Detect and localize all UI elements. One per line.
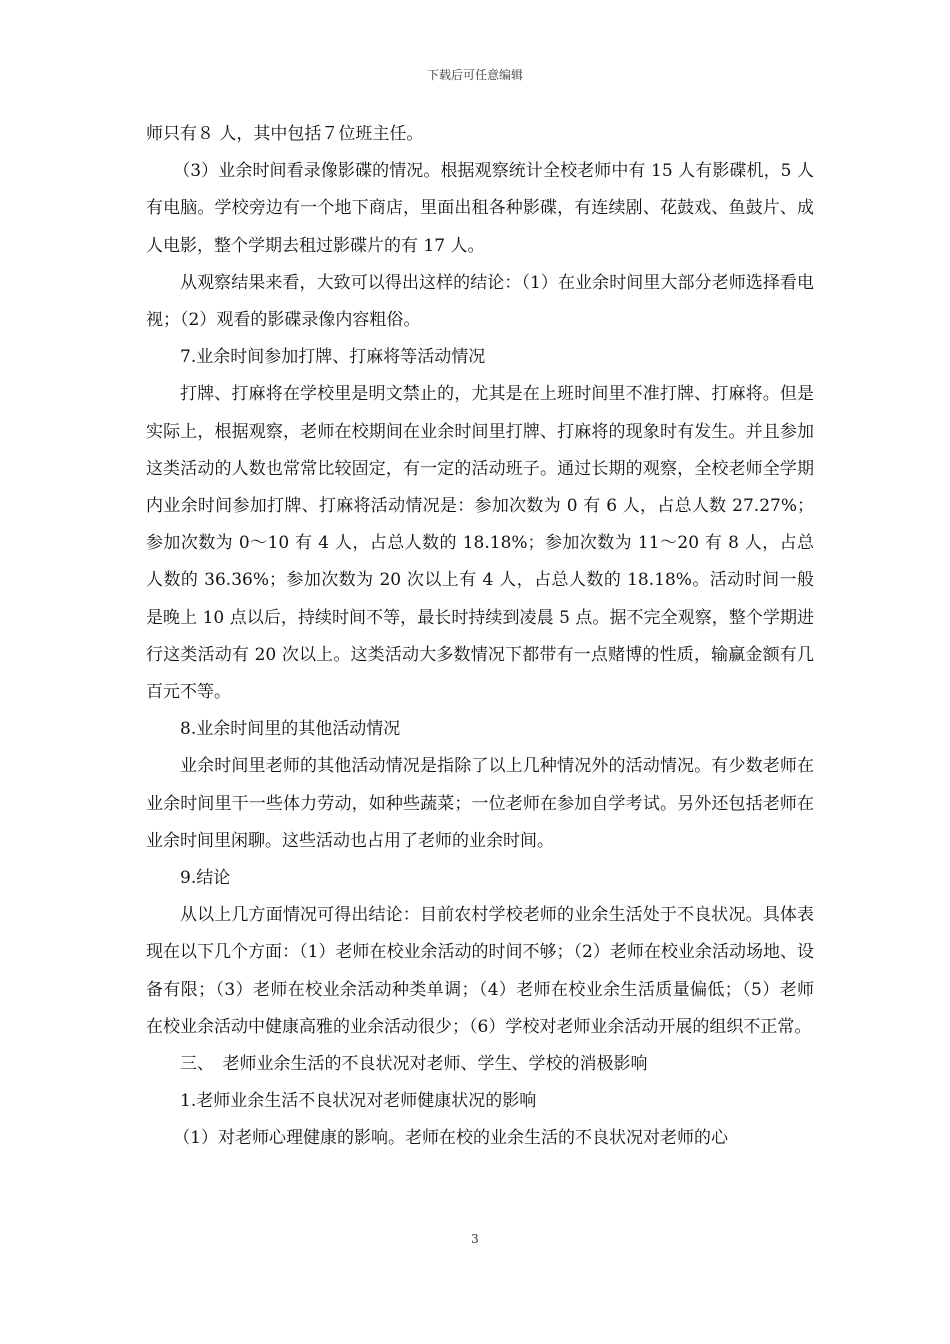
paragraph: 师只有８ 人，其中包括７位班主任。 bbox=[146, 124, 424, 144]
section-heading: 9.结论 bbox=[180, 868, 231, 889]
paragraph: （3）业余时间看录像影碟的情况。根据观察统计全校老师中有 15 人有影碟机，5 人有电脑。学校旁边有一个地下商店，里面出租各种影碟，有连续剧、花鼓戏、鱼鼓片、成人电影，整个学期去租过影碟片的有 17 人。 bbox=[146, 161, 814, 256]
section-heading: 1.老师业余生活不良状况对老师健康状况的影响 bbox=[180, 1091, 537, 1112]
paragraph: 从观察结果来看，大致可以得出这样的结论：（1）在业余时间里大部分老师选择看电视；（2）观看的影碟录像内容粗俗。 bbox=[146, 272, 814, 331]
chapter-heading: 三、 老师业余生活的不良状况对老师、学生、学校的消极影响 bbox=[180, 1054, 648, 1075]
paragraph: 从以上几方面情况可得出结论：目前农村学校老师的业余生活处于不良状况。具体表现在以下几个方面：（1）老师在校业余活动的时间不够；（2）老师在校业余活动场地、设备有限；（3）老师在校业余活动种类单调；（4）老师在校业余生活质量偏低；（5）老师在校业余活动中健康高雅的业余活动很少；（6）学校对老师业余活动开展的组织不正常。 bbox=[146, 905, 814, 1037]
section-heading: 7.业余时间参加打牌、打麻将等活动情况 bbox=[180, 347, 486, 368]
paragraph: 打牌、打麻将在学校里是明文禁止的，尤其是在上班时间里不准打牌、打麻将。但是实际上，根据观察，老师在校期间在业余时间里打牌、打麻将的现象时有发生。并且参加这类活动的人数也常常比较固定，有一定的活动班子。通过长期的观察，全校老师全学期内业余时间参加打牌、打麻将活动情况是：参加次数为 0 有 6 人，占总人数 27.27%；参加次数为 0～10 有 4 人，占总人数的 18.18%；参加次数为 11～20 有 8 人，占总人数的 36.36%；参加次数为 20 次以上有 4 人，占总人数的 18.18%。活动时间一般是晚上 10 点以后，持续时间不等，最长时持续到凌晨 5 点。据不完全观察，整个学期进行这类活动有 20 次以上。这类活动大多数情况下都带有一点赌博的性质，输赢金额有几百元不等。 bbox=[146, 384, 814, 703]
document-body bbox=[146, 116, 814, 1158]
page-header-note: 下载后可任意编辑 bbox=[426, 68, 523, 82]
paragraph: 业余时间里老师的其他活动情况是指除了以上几种情况外的活动情况。有少数老师在业余时间里干一些体力劳动，如种些蔬菜；一位老师在参加自学考试。另外还包括老师在业余时间里闲聊。这些活动也占用了老师的业余时间。 bbox=[146, 756, 814, 851]
section-heading: 8.业余时间里的其他活动情况 bbox=[180, 719, 401, 740]
page-number: 3 bbox=[471, 1232, 479, 1246]
paragraph: （1）对老师心理健康的影响。老师在校的业余生活的不良状况对老师的心 bbox=[173, 1128, 729, 1149]
